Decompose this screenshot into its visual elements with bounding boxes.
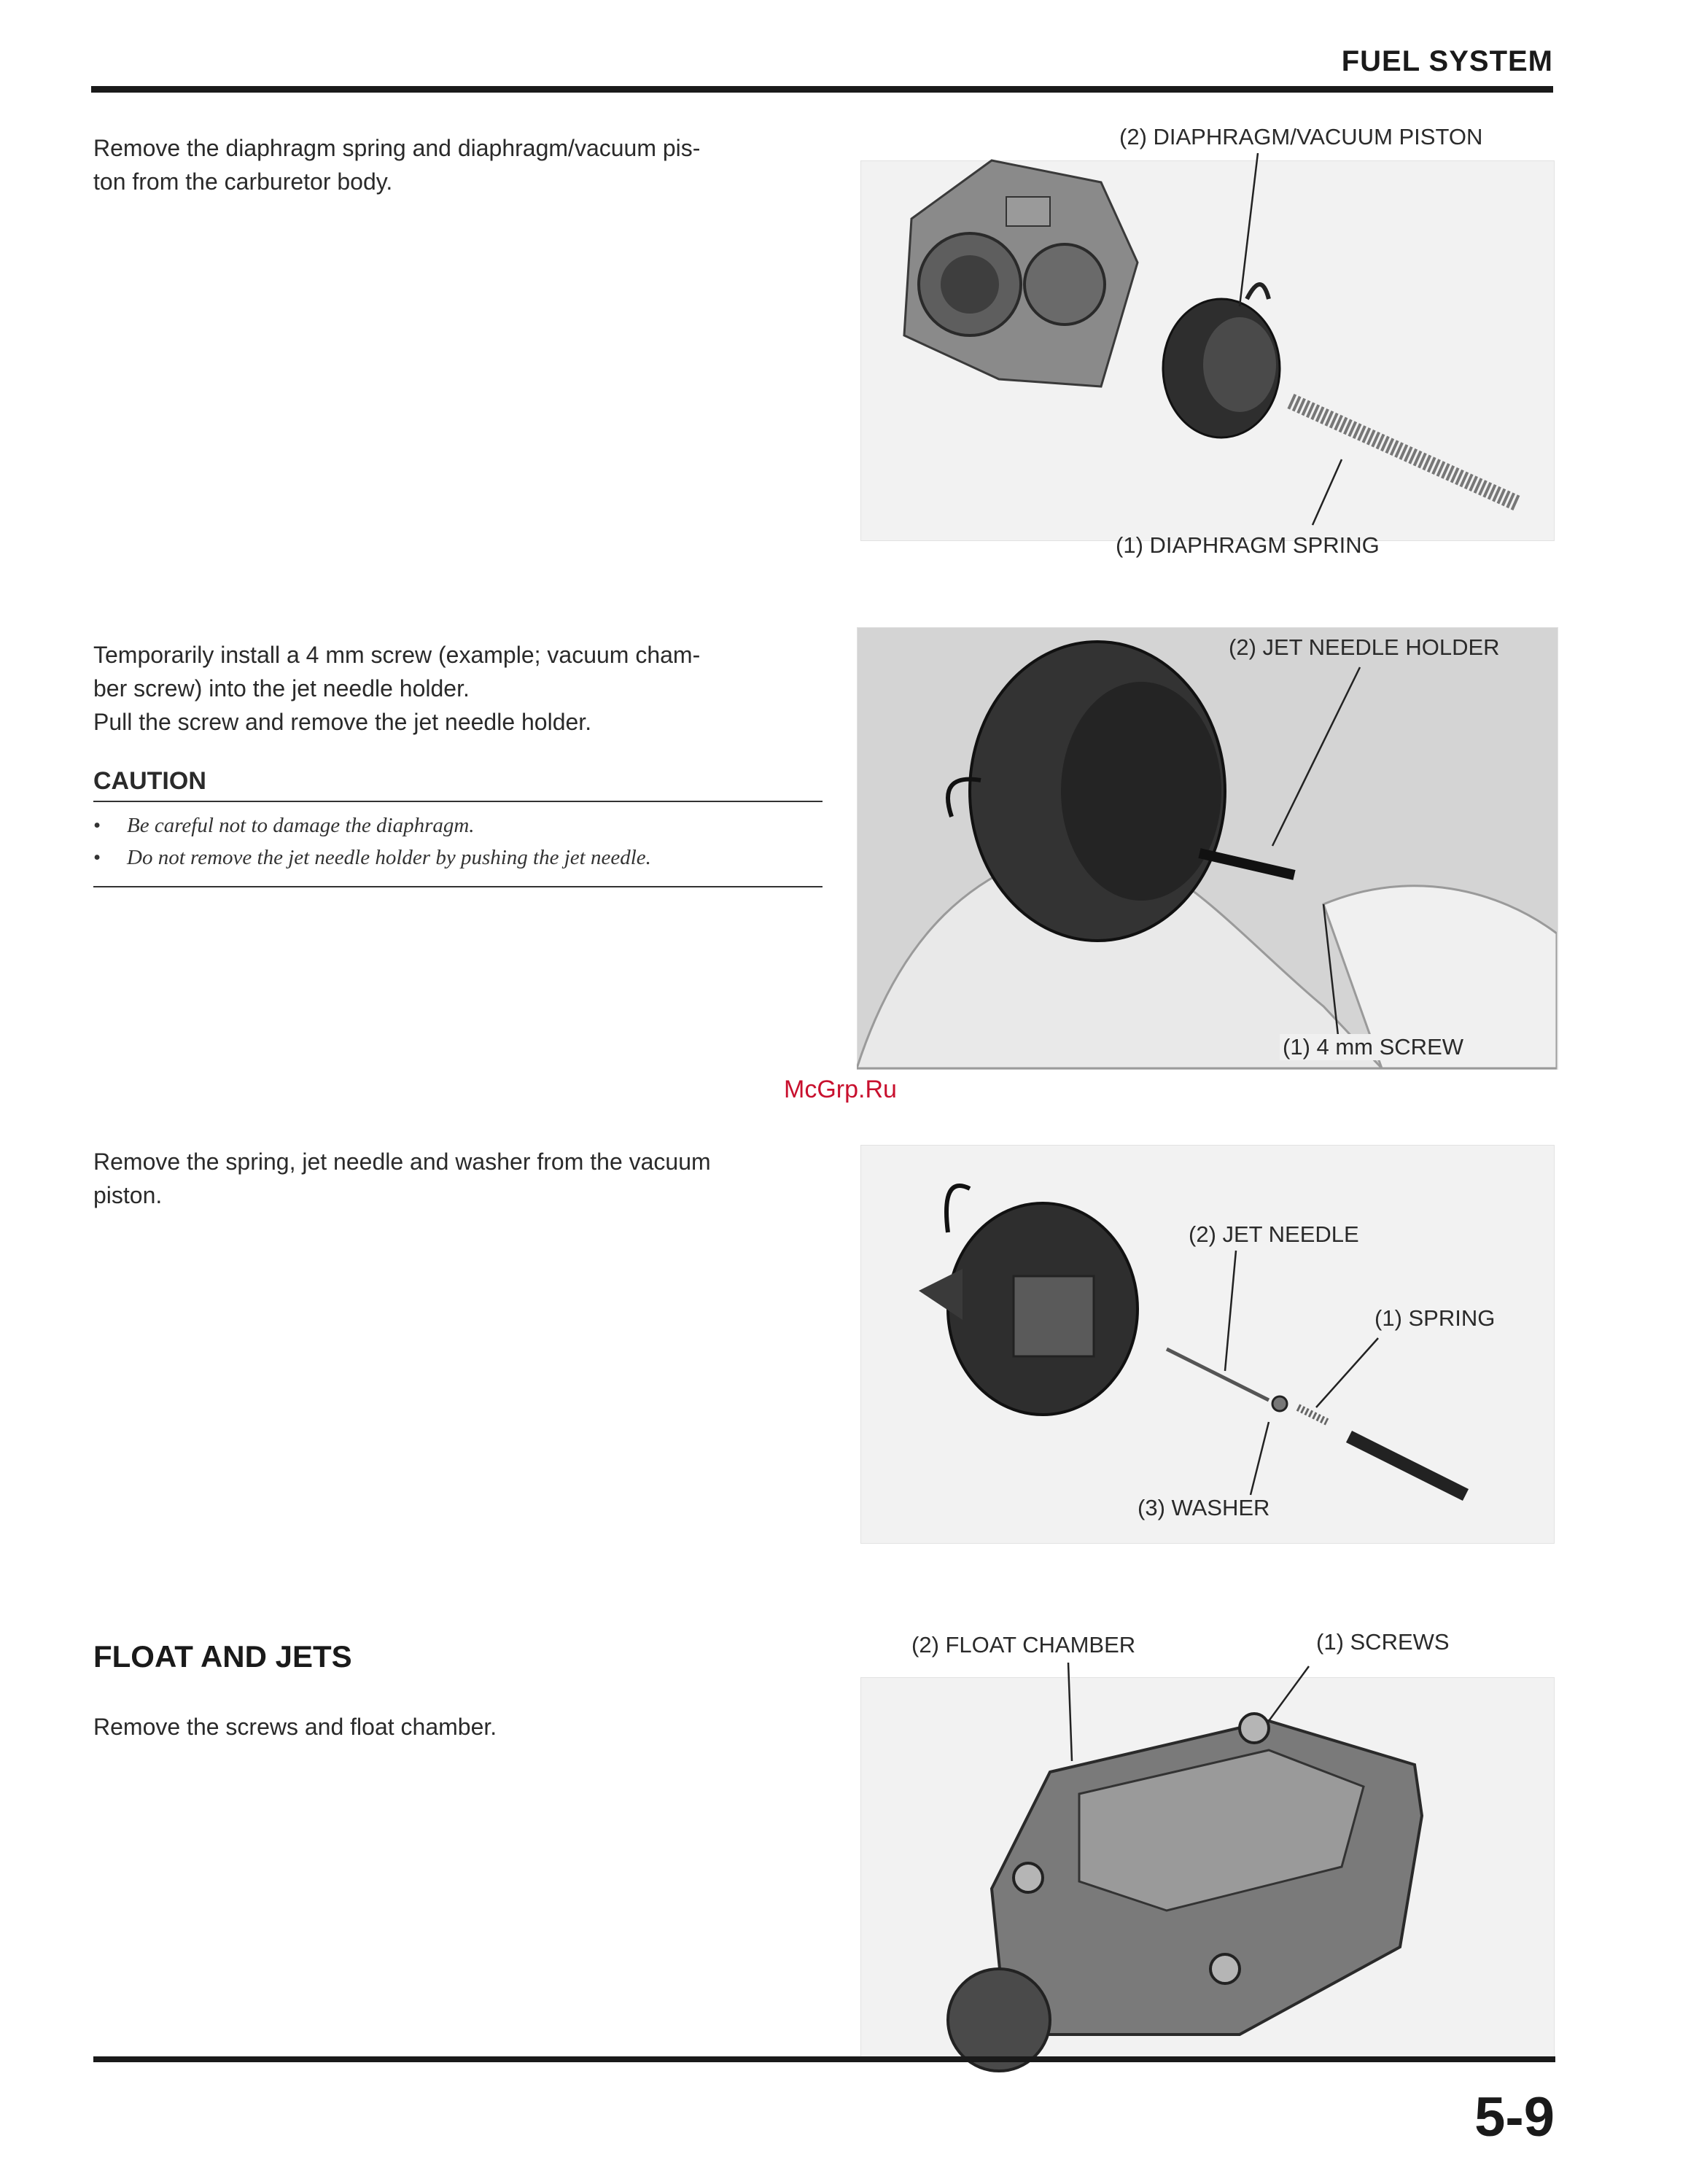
caution-item: • Be careful not to damage the diaphragm. xyxy=(93,809,823,842)
step-2-line-3: Pull the screw and remove the jet needle holder. xyxy=(93,709,592,735)
caution-title: CAUTION xyxy=(93,767,206,795)
label-float-chamber: (2) FLOAT CHAMBER xyxy=(911,1632,1136,1658)
footer-rule xyxy=(93,2056,1555,2062)
section-title-float-and-jets: FLOAT AND JETS xyxy=(93,1639,352,1674)
step-2-line-2: ber screw) into the jet needle holder. xyxy=(93,675,470,702)
step-1-line-1: Remove the diaphragm spring and diaphragm/vacuum pis- xyxy=(93,135,701,161)
label-diaphragm-spring: (1) DIAPHRAGM SPRING xyxy=(1116,532,1380,558)
jet-needle-holder-photo-illustration xyxy=(857,627,1557,1072)
section-header-title: FUEL SYSTEM xyxy=(1341,45,1553,77)
caution-list xyxy=(93,809,823,874)
figure-float-chamber xyxy=(860,1626,1553,2078)
step-3-line-1: Remove the spring, jet needle and washer from the vacuum xyxy=(93,1149,711,1175)
caution-item: • Do not remove the jet needle holder by pushing the jet needle. xyxy=(93,842,823,874)
label-screws: (1) SCREWS xyxy=(1316,1629,1450,1655)
step-3-text xyxy=(93,1145,830,1212)
label-washer: (3) WASHER xyxy=(1138,1495,1270,1520)
step-2-text xyxy=(93,638,830,739)
jet-needle-parts-illustration xyxy=(860,1145,1553,1546)
figure-jet-needle-holder xyxy=(857,627,1557,1072)
label-diaphragm-vacuum-piston: (2) DIAPHRAGM/VACUUM PISTON xyxy=(1119,124,1483,149)
label-jet-needle: (2) JET NEEDLE xyxy=(1189,1221,1359,1247)
page-number: 5-9 xyxy=(1474,2086,1555,2148)
label-jet-needle-holder: (2) JET NEEDLE HOLDER xyxy=(1229,634,1500,660)
caution-top-rule xyxy=(93,801,823,802)
carburetor-diaphragm-illustration xyxy=(860,117,1553,576)
watermark: McGrp.Ru xyxy=(784,1076,897,1103)
figure-jet-needle-parts xyxy=(860,1145,1553,1546)
step-4-line-1: Remove the screws and float chamber. xyxy=(93,1714,497,1740)
header-rule xyxy=(91,86,1553,93)
label-4mm-screw: (1) 4 mm SCREW xyxy=(1280,1034,1466,1060)
figure-diaphragm-removal xyxy=(860,117,1553,576)
step-3-line-2: piston. xyxy=(93,1182,163,1208)
step-2-line-1: Temporarily install a 4 mm screw (example; vacuum cham- xyxy=(93,642,701,668)
step-4-text xyxy=(93,1710,830,1744)
caution-bottom-rule xyxy=(93,886,823,887)
label-spring: (1) SPRING xyxy=(1374,1305,1496,1331)
step-1-line-2: ton from the carburetor body. xyxy=(93,168,393,195)
float-chamber-illustration xyxy=(860,1626,1553,2078)
step-1-text xyxy=(93,131,830,198)
